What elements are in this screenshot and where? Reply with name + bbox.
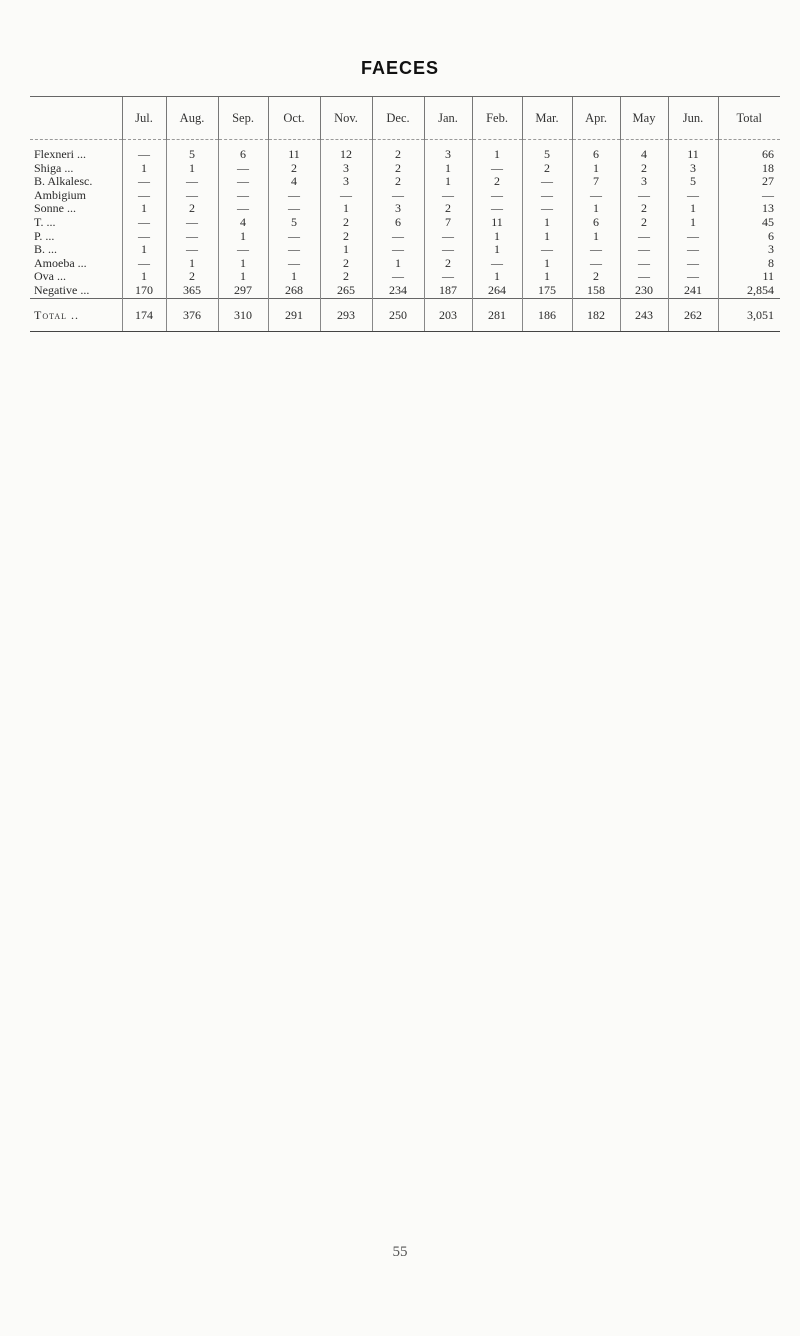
table-cell: —: [218, 243, 268, 257]
table-cell: 1: [166, 257, 218, 271]
table-cell: —: [166, 175, 218, 189]
table-cell: —: [620, 189, 668, 203]
table-cell: 1: [572, 230, 620, 244]
table-cell: 1: [122, 202, 166, 216]
table-cell: 2: [320, 230, 372, 244]
row-label: Negative ...: [34, 283, 90, 297]
table-cell: 6: [372, 216, 424, 230]
table-cell: —: [372, 230, 424, 244]
table-cell: 1: [218, 257, 268, 271]
table-cell: 3: [424, 140, 472, 162]
table-cell: 4: [620, 140, 668, 162]
table-cell: 230: [620, 284, 668, 298]
total-row: [30, 298, 780, 331]
table-cell: —: [268, 202, 320, 216]
row-label: Ova ...: [34, 270, 66, 284]
table-cell: 1: [472, 230, 522, 244]
column-header: Jan.: [424, 97, 472, 140]
table-cell: —: [320, 189, 372, 203]
table-cell: 11: [472, 216, 522, 230]
table-row: [30, 284, 780, 298]
table-cell: 234: [372, 284, 424, 298]
row-label: Sonne ...: [34, 202, 76, 216]
table-cell: 1: [522, 257, 572, 271]
row-label: T. ...: [34, 215, 56, 229]
column-header: Nov.: [320, 97, 372, 140]
table-cell: 175: [522, 284, 572, 298]
table-cell: 5: [268, 216, 320, 230]
table-cell: —: [166, 189, 218, 203]
table-cell: 170: [122, 284, 166, 298]
row-label: Total ..: [30, 298, 122, 331]
column-header: Jun.: [668, 97, 718, 140]
row-total-cell: 18: [718, 162, 780, 176]
table-cell: 3: [372, 202, 424, 216]
row-total-cell: 3: [718, 243, 780, 257]
table-cell: —: [122, 140, 166, 162]
table-cell: —: [122, 257, 166, 271]
row-label: B. ...: [34, 243, 58, 257]
row-total-cell: 6: [718, 230, 780, 244]
table-cell: 1: [122, 162, 166, 176]
table-cell: —: [668, 243, 718, 257]
table-cell: 6: [572, 216, 620, 230]
table-cell: —: [472, 257, 522, 271]
table-body: [30, 140, 780, 332]
header-row: [30, 97, 780, 140]
table-cell: 1: [424, 162, 472, 176]
table-cell: 6: [218, 140, 268, 162]
table-cell: —: [218, 162, 268, 176]
table-cell: —: [472, 189, 522, 203]
row-total-cell: 27: [718, 175, 780, 189]
column-header: Oct.: [268, 97, 320, 140]
table-cell: 1: [522, 230, 572, 244]
table-row: [30, 140, 780, 162]
table-cell: 293: [320, 298, 372, 331]
table-cell: —: [472, 202, 522, 216]
table-cell: —: [522, 243, 572, 257]
table-cell: 1: [424, 175, 472, 189]
table-cell: 4: [268, 175, 320, 189]
table-cell: 2: [572, 270, 620, 284]
table-cell: 1: [122, 243, 166, 257]
table-cell: 2: [372, 175, 424, 189]
table-cell: —: [122, 230, 166, 244]
table-cell: 1: [166, 162, 218, 176]
table-cell: —: [522, 189, 572, 203]
table-cell: —: [472, 162, 522, 176]
table-cell: —: [572, 257, 620, 271]
table-row: [30, 257, 780, 271]
table-cell: 3: [620, 175, 668, 189]
row-header-cell: [30, 97, 122, 140]
table-cell: 1: [668, 202, 718, 216]
table-row: [30, 230, 780, 244]
table-cell: 4: [218, 216, 268, 230]
table-cell: 243: [620, 298, 668, 331]
table-cell: 5: [522, 140, 572, 162]
table-cell: —: [122, 175, 166, 189]
table-cell: 1: [572, 162, 620, 176]
table-cell: 2: [166, 270, 218, 284]
table-cell: 1: [268, 270, 320, 284]
row-label: Flexneri ...: [34, 147, 86, 161]
table-cell: 265: [320, 284, 372, 298]
table-cell: —: [620, 243, 668, 257]
table-cell: 1: [372, 257, 424, 271]
table-cell: —: [668, 230, 718, 244]
table-cell: 2: [620, 216, 668, 230]
table-cell: 5: [166, 140, 218, 162]
table-cell: 291: [268, 298, 320, 331]
table-cell: 7: [572, 175, 620, 189]
table-row: [30, 189, 780, 203]
page-title: FAECES: [360, 58, 440, 78]
table-cell: 2: [372, 162, 424, 176]
table-cell: —: [668, 189, 718, 203]
table-cell: 3: [320, 162, 372, 176]
table-row: [30, 243, 780, 257]
table-cell: 1: [472, 140, 522, 162]
table-cell: 182: [572, 298, 620, 331]
table-cell: 250: [372, 298, 424, 331]
table-row: [30, 270, 780, 284]
table-row: [30, 162, 780, 176]
table-cell: —: [572, 189, 620, 203]
table-cell: 1: [218, 230, 268, 244]
table-cell: —: [122, 189, 166, 203]
table-cell: 2: [424, 202, 472, 216]
column-header: Feb.: [472, 97, 522, 140]
table-cell: —: [620, 270, 668, 284]
row-total-cell: 8: [718, 257, 780, 271]
table-cell: 1: [522, 270, 572, 284]
table-cell: —: [218, 175, 268, 189]
table-cell: —: [268, 230, 320, 244]
table-cell: —: [166, 230, 218, 244]
table-cell: 6: [572, 140, 620, 162]
table-row: [30, 202, 780, 216]
table-cell: 186: [522, 298, 572, 331]
row-total-cell: 3,051: [718, 298, 780, 331]
table-cell: —: [268, 257, 320, 271]
table-cell: 2: [620, 202, 668, 216]
table-cell: 281: [472, 298, 522, 331]
table-cell: —: [424, 230, 472, 244]
table-cell: —: [424, 243, 472, 257]
row-label: Amoeba ...: [34, 256, 87, 270]
table-cell: —: [620, 257, 668, 271]
table-cell: —: [218, 202, 268, 216]
table-cell: 3: [668, 162, 718, 176]
table-cell: 1: [320, 202, 372, 216]
table-cell: 241: [668, 284, 718, 298]
column-header: Mar.: [522, 97, 572, 140]
table-cell: —: [522, 175, 572, 189]
table-cell: 3: [320, 175, 372, 189]
table-cell: 365: [166, 284, 218, 298]
table-cell: 5: [668, 175, 718, 189]
table-cell: 2: [268, 162, 320, 176]
faeces-table: [30, 96, 780, 332]
row-label: Shiga ...: [34, 161, 74, 175]
table-cell: —: [268, 189, 320, 203]
table-cell: —: [372, 243, 424, 257]
table-row: [30, 175, 780, 189]
column-header: Aug.: [166, 97, 218, 140]
table-cell: 2: [372, 140, 424, 162]
table-cell: 2: [522, 162, 572, 176]
table-cell: —: [620, 230, 668, 244]
table-cell: 2: [472, 175, 522, 189]
table-cell: 158: [572, 284, 620, 298]
table-cell: 2: [620, 162, 668, 176]
row-total-cell: 2,854: [718, 284, 780, 298]
table-row: [30, 216, 780, 230]
table-cell: 174: [122, 298, 166, 331]
table-cell: 11: [268, 140, 320, 162]
row-total-cell: 45: [718, 216, 780, 230]
table-cell: —: [572, 243, 620, 257]
column-header: May: [620, 97, 668, 140]
table-cell: —: [372, 189, 424, 203]
column-header: Sep.: [218, 97, 268, 140]
table-cell: 297: [218, 284, 268, 298]
table-cell: —: [372, 270, 424, 284]
table-cell: —: [268, 243, 320, 257]
row-total-cell: 13: [718, 202, 780, 216]
table-cell: —: [424, 189, 472, 203]
table-cell: 2: [424, 257, 472, 271]
table-cell: 1: [572, 202, 620, 216]
row-label: P. ...: [34, 229, 55, 243]
table-cell: —: [166, 243, 218, 257]
table-cell: 2: [320, 270, 372, 284]
column-header: Jul.: [122, 97, 166, 140]
table-cell: 310: [218, 298, 268, 331]
table-cell: 2: [166, 202, 218, 216]
table-cell: —: [218, 189, 268, 203]
column-header: Apr.: [572, 97, 620, 140]
table-cell: 1: [522, 216, 572, 230]
table-cell: 1: [668, 216, 718, 230]
table-cell: —: [668, 270, 718, 284]
table-cell: 376: [166, 298, 218, 331]
table-cell: 187: [424, 284, 472, 298]
table-cell: —: [424, 270, 472, 284]
table-cell: 1: [218, 270, 268, 284]
table-cell: 2: [320, 257, 372, 271]
table-cell: 1: [472, 243, 522, 257]
table-cell: 262: [668, 298, 718, 331]
table-cell: —: [166, 216, 218, 230]
table-cell: 11: [668, 140, 718, 162]
table-cell: 203: [424, 298, 472, 331]
row-total-cell: —: [718, 189, 780, 203]
row-label: Ambigium: [34, 188, 87, 202]
row-total-cell: 11: [718, 270, 780, 284]
row-label: B. Alkalesc.: [34, 175, 93, 189]
table-cell: 1: [472, 270, 522, 284]
table-cell: 1: [122, 270, 166, 284]
table-cell: 264: [472, 284, 522, 298]
table-cell: 268: [268, 284, 320, 298]
table-cell: —: [122, 216, 166, 230]
row-total-cell: 66: [718, 140, 780, 162]
table-cell: 2: [320, 216, 372, 230]
table-cell: 12: [320, 140, 372, 162]
column-header: Total: [718, 97, 780, 140]
table-cell: —: [668, 257, 718, 271]
table-cell: 7: [424, 216, 472, 230]
table-cell: —: [522, 202, 572, 216]
column-header: Dec.: [372, 97, 424, 140]
page-number: 55: [392, 1244, 408, 1260]
table-cell: 1: [320, 243, 372, 257]
